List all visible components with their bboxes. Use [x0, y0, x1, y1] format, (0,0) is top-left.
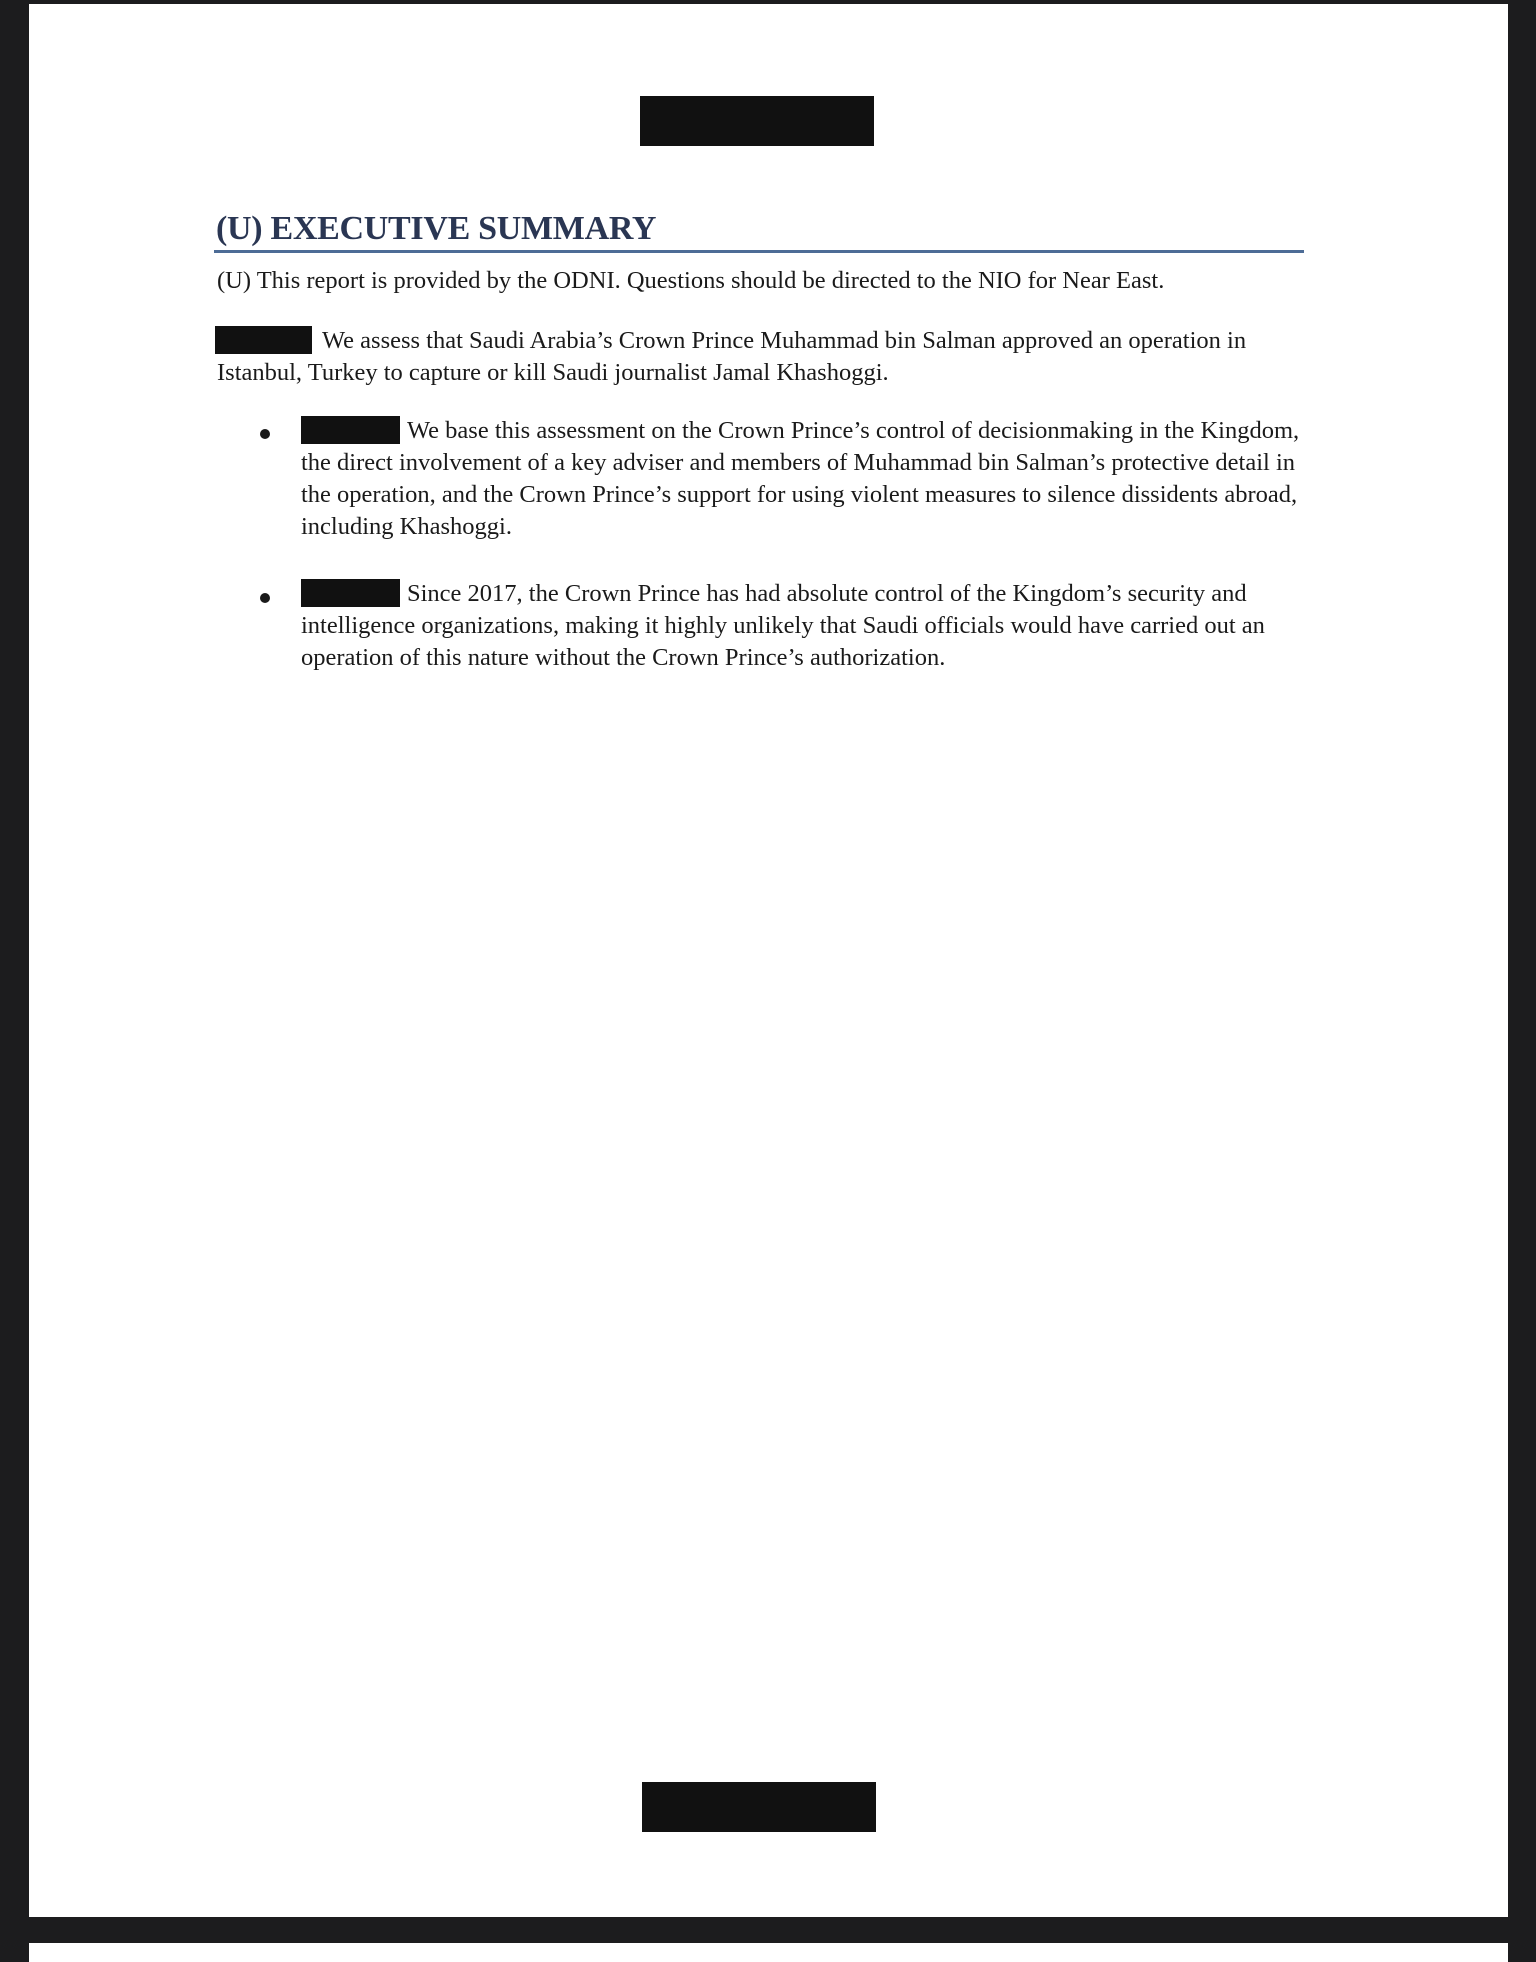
key-judgment-text: We assess that Saudi Arabia’s Crown Prince Muhammad bin Salman approved an operation in Istanbul, Turkey to capture or kill Saudi journalist Jamal Khashoggi. — [217, 327, 1247, 386]
bullet-text: We base this assessment on the Crown Prince’s control of decisionmaking in the Kingdom, the direct involvement of a key adviser and members of Muhammad bin Salman’s protective detail in the operation, and the Crown Prince’s support for using violent measures to silence dissidents abroad, including Khashoggi. — [301, 417, 1300, 540]
title-underline — [214, 250, 1304, 253]
bullet-text: Since 2017, the Crown Prince has had absolute control of the Kingdom’s security and intelligence organizations, making it highly unlikely that Saudi officials would have carried out an operation of this nature without the Crown Prince’s authorization. — [301, 580, 1265, 671]
intro-text: (U) This report is provided by the ODNI. Questions should be directed to the NIO for Near East. — [217, 267, 1165, 294]
key-judgment-paragraph — [217, 325, 1277, 389]
portion-marking-redaction — [301, 579, 400, 607]
bullet-dot — [260, 593, 270, 603]
document-page — [29, 4, 1508, 1917]
bullet-dot — [260, 429, 270, 439]
portion-marking-redaction — [301, 416, 400, 444]
next-page-edge — [29, 1943, 1508, 1962]
footer-classification-redaction — [642, 1782, 876, 1832]
portion-marking-redaction — [215, 326, 312, 354]
bullet-item — [301, 578, 1301, 674]
bullet-item — [301, 415, 1301, 543]
header-classification-redaction — [640, 96, 874, 146]
section-title: (U) EXECUTIVE SUMMARY — [216, 210, 657, 247]
